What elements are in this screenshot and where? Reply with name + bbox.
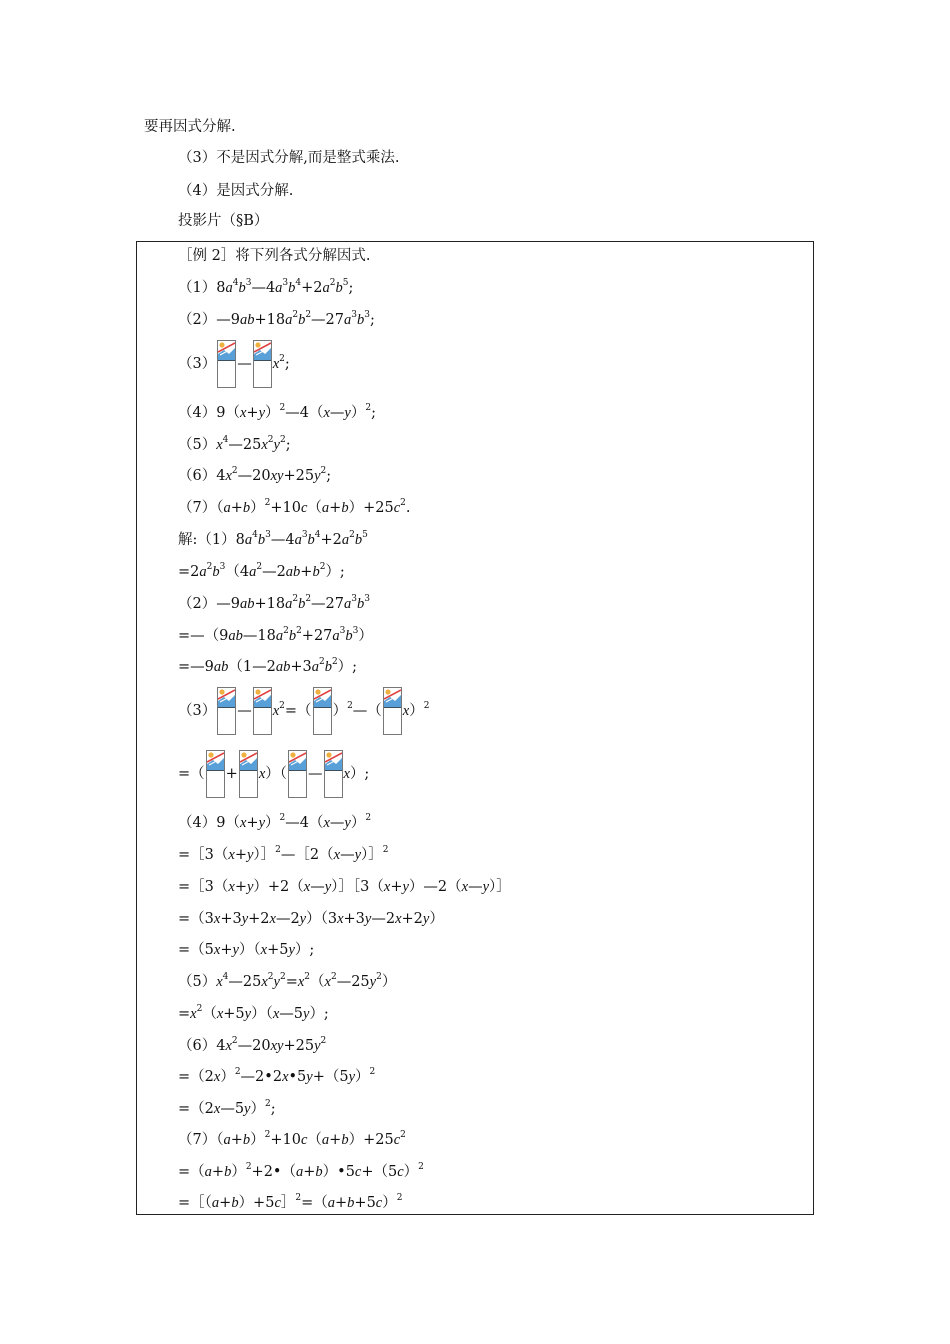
intro-line-3: （4）是因式分解. bbox=[178, 183, 294, 199]
solution-6-step-2: =（2x—5y）$^2$; bbox=[178, 1099, 276, 1117]
problem-3: （3） — $x^2$; bbox=[178, 340, 290, 388]
problem-6: $(6)4x^2—20xy+25y^2$; bbox=[178, 466, 332, 484]
formula-image-icon bbox=[217, 340, 236, 388]
solution-6: $(6)4x^2—20xy+25y^2$ bbox=[178, 1036, 327, 1054]
solution-1: 解$:(1)8a^4b^3—4a^3b^4+2a^2b^5$ bbox=[178, 530, 368, 548]
problem-5: $(5)x^4—25x^2y^2$; bbox=[178, 435, 291, 453]
solution-2-step-1: $=—(9ab—18a^2b^2+27a^3b^3)$ bbox=[178, 626, 373, 644]
solution-7: $(7)(a+b)^2+10c(a+b)+25c^2$ bbox=[178, 1130, 406, 1148]
intro-line-1: 要再因式分解. bbox=[144, 119, 236, 135]
solution-5: $(5)x^4—25x^2y^2=x^2(x^2—25y^2)$ bbox=[178, 972, 397, 990]
problem-1: $(1)8a^4b^3—4a^3b^4+2a^2b^5$; bbox=[178, 278, 354, 296]
problem-2: $(2)—9ab+18a^2b^2—27a^3b^3$; bbox=[178, 310, 375, 328]
solution-7-step-2: $=[(a+b)+5c]^2=(a+b+5c)^2$ bbox=[178, 1193, 403, 1211]
solution-4-step-2: =［3（x+y）+2（x—y）］［3（x+y）—2（x—y）］ bbox=[178, 879, 511, 895]
formula-image-icon bbox=[313, 687, 332, 735]
solution-4-step-4: =（5x+y）（x+5y）; bbox=[178, 942, 315, 958]
intro-line-4: 投影片（§B） bbox=[178, 213, 269, 229]
example-title: ［例 2］将下列各式分解因式. bbox=[178, 248, 371, 264]
formula-image-icon bbox=[253, 687, 272, 735]
solution-7-step-1: $=(a+b)^2+2•(a+b)•5c+(5c)^2$ bbox=[178, 1162, 424, 1180]
formula-image-icon bbox=[217, 687, 236, 735]
solution-4: $(4)9(x+y)^2—4(x—y)^2$ bbox=[178, 813, 372, 831]
solution-6-step-1: $=(2x)^2—2•2x•5y+(5y)^2$ bbox=[178, 1067, 376, 1085]
solution-1-step: $=2a^2b^3(4a^2—2ab+b^2)$; bbox=[178, 562, 345, 580]
formula-image-icon bbox=[206, 750, 225, 798]
formula-image-icon bbox=[383, 687, 402, 735]
solution-4-step-1: =［3（x+y）］$^2$—［2（x—y）］$^2$ bbox=[178, 845, 389, 863]
formula-image-icon bbox=[324, 750, 343, 798]
problem-7: $(7)(a+b)^2+10c(a+b)+25c^2$. bbox=[178, 498, 411, 516]
solution-2-step-2: $=—9ab(1—2ab+3a^2b^2)$; bbox=[178, 657, 358, 675]
intro-line-2: （3）不是因式分解,而是整式乘法. bbox=[178, 150, 400, 166]
solution-3-step: =（ + x）（ — x）; bbox=[178, 750, 369, 798]
solution-2: $(2)—9ab+18a^2b^2—27a^3b^3$ bbox=[178, 594, 370, 612]
formula-image-icon bbox=[253, 340, 272, 388]
solution-5-step: $=x^2(x+5y)(x—5y)$; bbox=[178, 1004, 329, 1022]
formula-image-icon bbox=[239, 750, 258, 798]
solution-4-step-3: =（3x+3y+2x—2y）（3x+3y—2x+2y） bbox=[178, 911, 444, 927]
solution-3: （3） — $x^2=$（ ）$^2$—（ x）$^2$ bbox=[178, 687, 429, 735]
formula-image-icon bbox=[288, 750, 307, 798]
problem-4: $(4)9(x+y)^2—4(x—y)^2$; bbox=[178, 403, 376, 421]
